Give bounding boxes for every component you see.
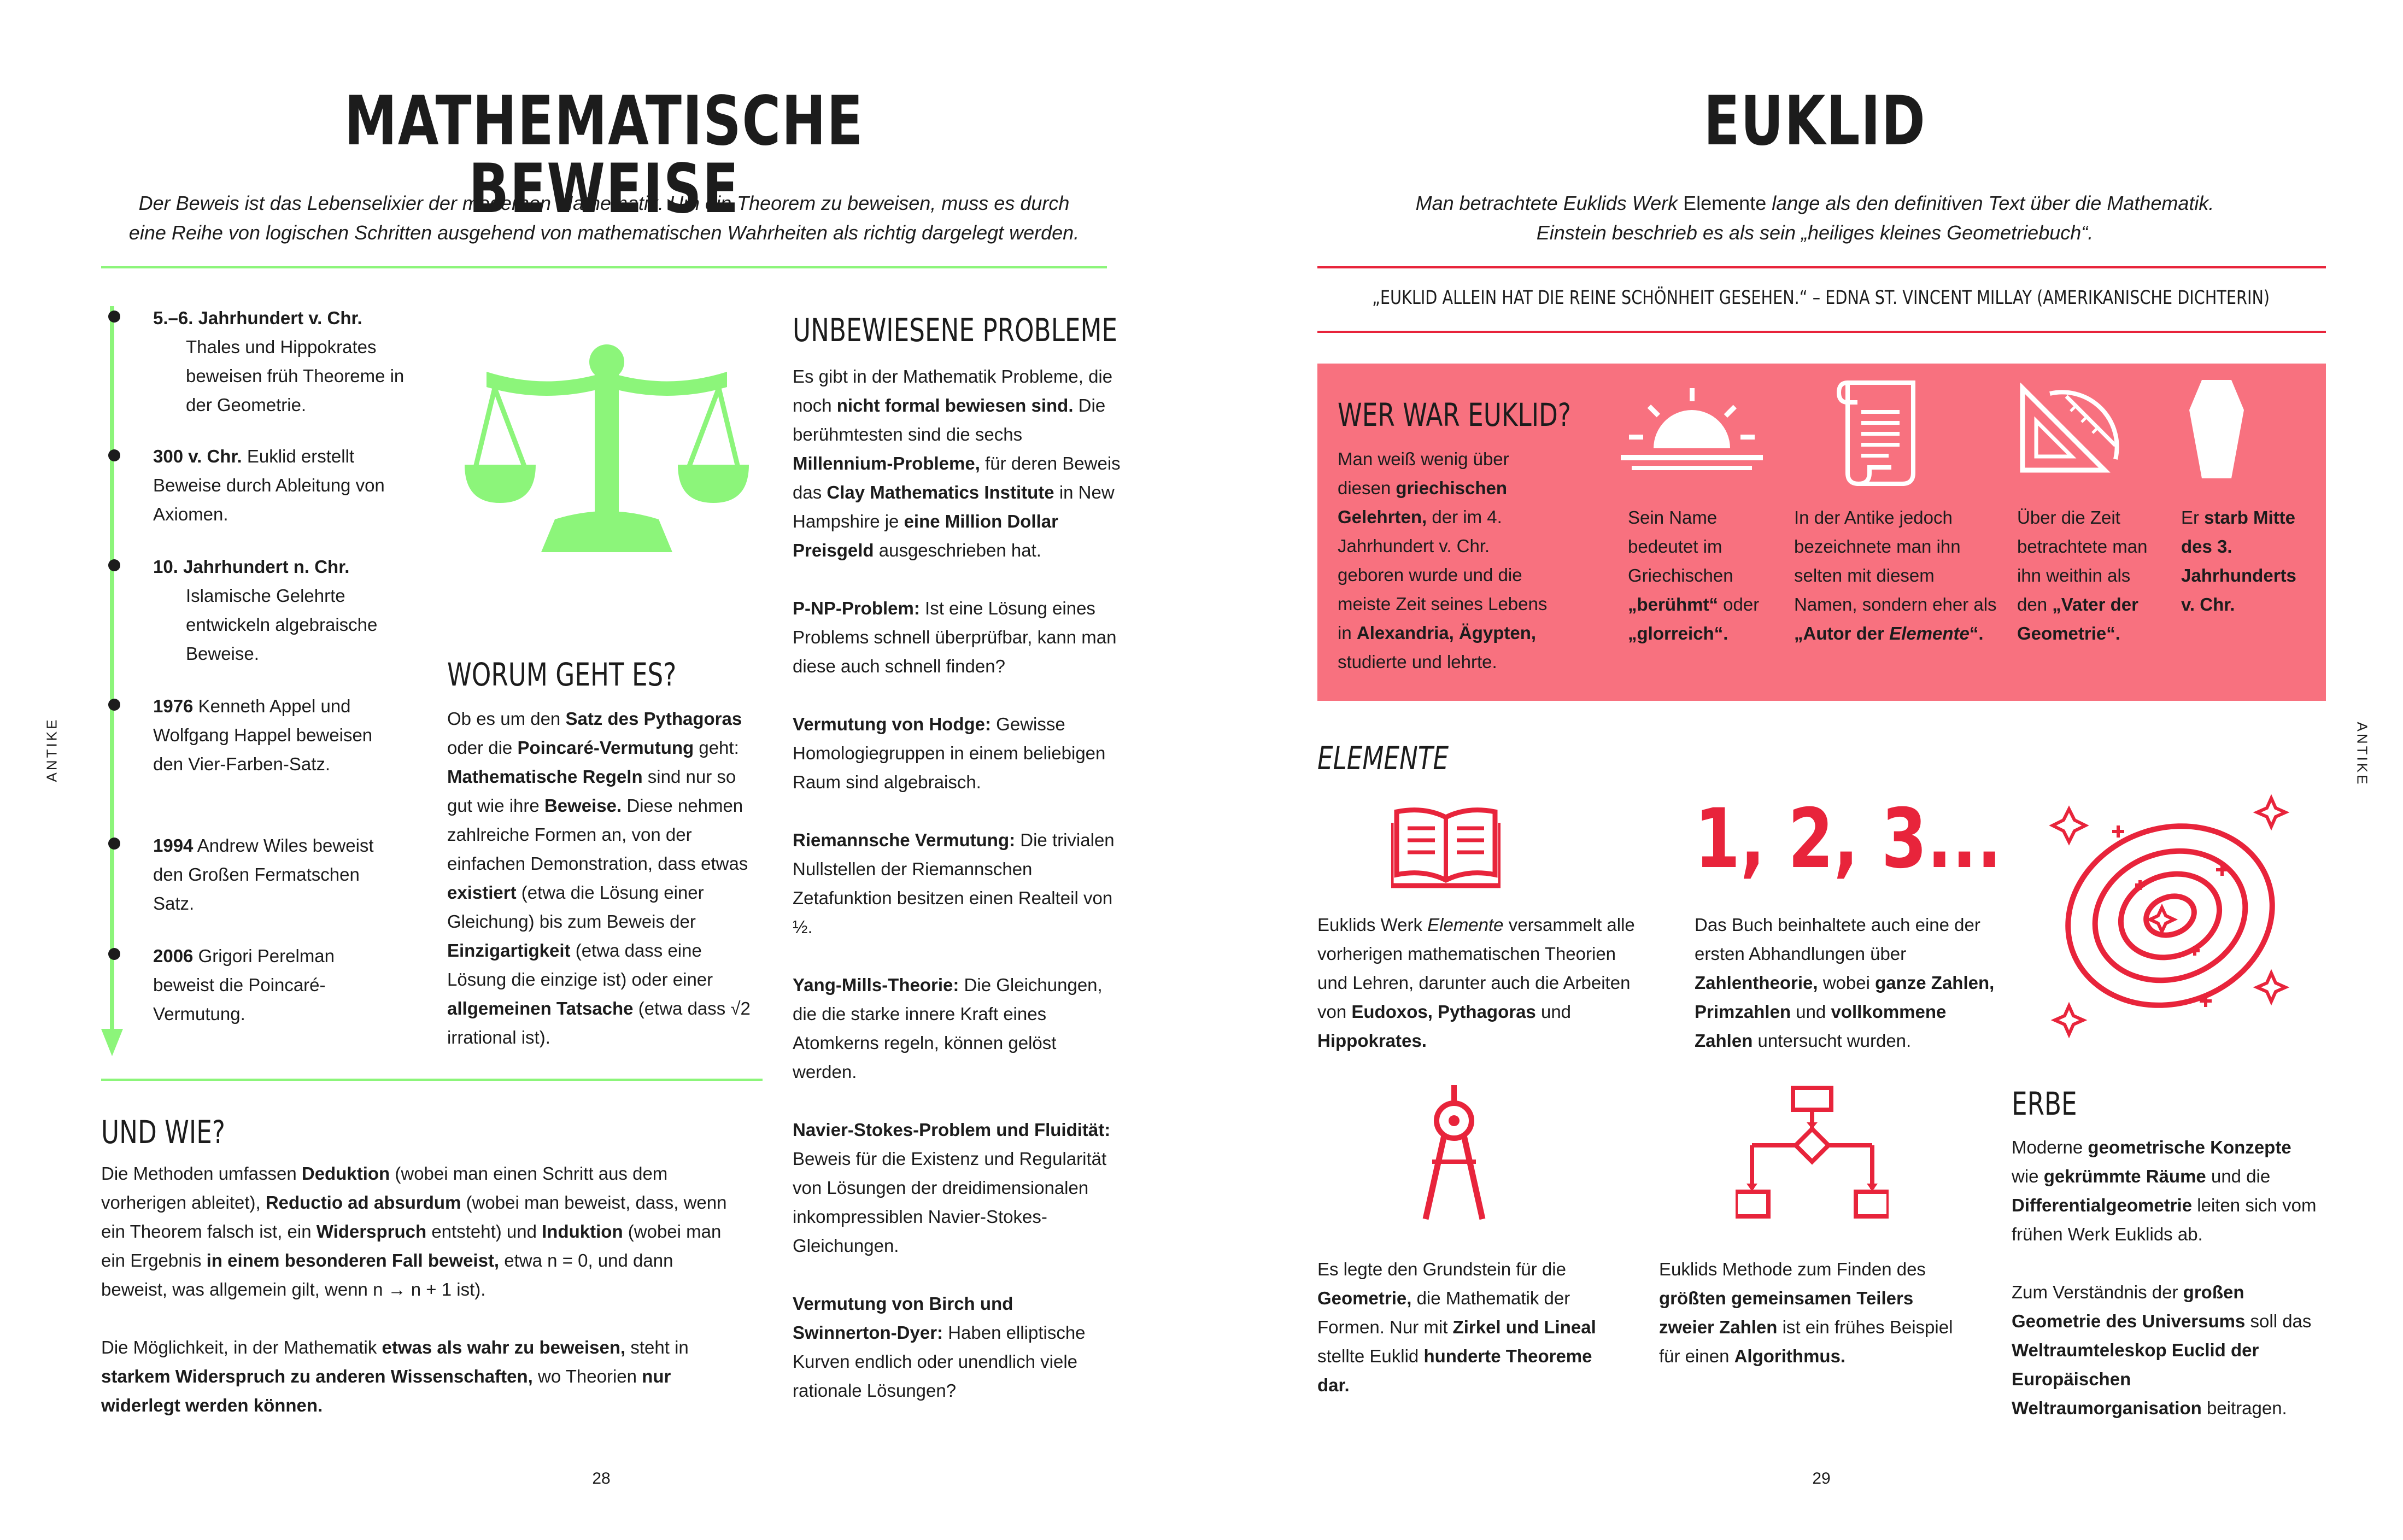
right-page-number: 29 — [1812, 1469, 1831, 1488]
right-intro-line-2: Einstein beschrieb es als sein „heiliges kleines Geometriebuch“. — [1536, 221, 2094, 244]
right-intro — [1323, 189, 2307, 248]
timeline-text: Euklid erstellt Beweise durch Ableitung von Axiomen. — [153, 446, 385, 524]
compass-icon — [1421, 1085, 1487, 1222]
timeline-date: 5.–6. Jahrhundert v. Chr. — [153, 308, 362, 328]
open-book-icon — [1391, 806, 1501, 888]
unbewiesen-heading: UNBEWIESENE PROBLEME — [793, 312, 1118, 349]
elemente-text-4: Euklids Methode zum Finden des größten gemeinsamen Teilers zweier Zahlen ist ein frühes Beispiel für einen Algorithmus. — [1659, 1259, 1953, 1366]
worum-text: Ob es um den Satz des Pythagoras oder die Poincaré-Vermutung geht: Mathematische Regeln sind nur so gut wie ihre Beweise. Diese nehmen zahlreiche Formen an, von der einfachen Demonstration, dass etwas existiert (etwa die Lösung einer Gleichung) bis zum Beweis der Einzigartigkeit (etwa dass eine Lösung die einzige ist) oder einer allgemeinen Tatsache (etwa dass √2 irrational ist). — [447, 708, 751, 1047]
erbe-heading: ERBE — [2012, 1085, 2077, 1122]
wer-col-4: Über die Zeit betrachtete man ihn weithin als den „Vater der Geometrie“. — [2017, 507, 2148, 643]
timeline-text: Andrew Wiles beweist den Großen Fermatschen Satz. — [153, 835, 374, 914]
timeline-text: Thales und Hippokrates beweisen früh Theoreme in der Geometrie. — [186, 337, 405, 415]
left-page-title: MATHEMATISCHE BEWEISE — [344, 82, 864, 229]
coffin-icon — [2187, 377, 2247, 481]
euklid-quote: „EUKLID ALLEIN HAT DIE REINE SCHÖNHEIT GESEHEN.“ – EDNA ST. VINCENT MILLAY (AMERIKANISCHE DICHTERIN) — [1372, 287, 2270, 309]
right-side-label: ANTIKE — [2354, 722, 2371, 787]
problem-item: P-NP-Problem: Ist eine Lösung eines Problems schnell überprüfbar, kann man diese auch schnell finden? — [793, 598, 1117, 676]
timeline-date: 1976 — [153, 696, 194, 716]
left-side-label: ANTIKE — [43, 717, 60, 782]
timeline-text: Kenneth Appel und Wolfgang Happel beweisen den Vier-Farben-Satz. — [153, 696, 373, 774]
timeline-arrow — [98, 306, 126, 1061]
timeline-entry — [153, 831, 383, 918]
wer-col-3: In der Antike jedoch bezeichnete man ihn selten mit diesem Namen, sondern eher als „Autor der Elemente“. — [1794, 507, 1997, 643]
right-page-title: EUKLID — [1703, 82, 1926, 161]
wer-col-2: Sein Name bedeutet im Griechischen „berühmt“ oder „glorreich“. — [1628, 507, 1760, 643]
erbe-paragraph-1: Moderne geometrische Konzepte wie gekrümmte Räume und die Differentialgeometrie leiten sich vom frühen Werk Euklids ab. — [2012, 1137, 2317, 1244]
scroll-icon — [1837, 377, 1924, 487]
left-intro — [71, 189, 1137, 248]
set-square-icon — [2017, 383, 2121, 476]
problem-item: Vermutung von Birch und Swinnerton-Dyer: Haben elliptische Kurven endlich oder unendlich viele rationale Lösungen? — [793, 1293, 1086, 1401]
timeline-dot — [108, 699, 120, 711]
erbe-text — [2012, 1133, 2318, 1451]
quote-rule — [1317, 331, 2326, 333]
und-wie-text — [101, 1159, 730, 1449]
left-intro-rule — [101, 266, 1107, 268]
timeline-date: 1994 — [153, 835, 194, 856]
wer-war-euklid-heading: WER WAR EUKLID? — [1338, 396, 1571, 434]
timeline-entry — [153, 692, 394, 778]
timeline-entry — [153, 941, 394, 1028]
galaxy-spiral-icon — [2047, 787, 2293, 1039]
left-page-number: 28 — [592, 1469, 611, 1488]
und-wie-heading: UND WIE? — [101, 1114, 225, 1151]
big-numbers: 1, 2, 3... — [1695, 792, 2002, 887]
left-intro-line-1: Der Beweis ist das Lebenselixier der modernen Mathematik. Um ein Theorem zu beweisen, muss es durch — [138, 192, 1070, 214]
timeline-dot — [108, 838, 120, 850]
timeline-dot — [108, 559, 120, 571]
timeline-dot — [108, 449, 120, 461]
right-intro-line-1: Man betrachtete Euklids Werk Elemente lange als den definitiven Text über die Mathematik. — [1415, 192, 2214, 214]
problem-item: Yang-Mills-Theorie: Die Gleichungen, die die starke innere Kraft eines Atomkerns regeln, können gelöst werden. — [793, 975, 1103, 1082]
und-wie-paragraph-1: Die Methoden umfassen Deduktion (wobei man einen Schritt aus dem vorherigen ableitet), Reductio ad absurdum (wobei man beweist, dass, wenn ein Theorem falsch ist, ein Widerspruch entsteht) und Induktion (wobei man ein Ergebnis in einem besonderen Fall beweist, etwa n = 0, und dann beweist, was allgemein gilt, wenn n → n + 1 ist). — [101, 1163, 727, 1299]
timeline-dot — [108, 948, 120, 960]
sunrise-icon — [1621, 388, 1763, 470]
right-intro-rule — [1317, 266, 2326, 268]
problem-item: Vermutung von Hodge: Gewisse Homologiegruppen in einem beliebigen Raum sind algebraisch. — [793, 714, 1106, 792]
timeline-date: 300 v. Chr. — [153, 446, 242, 466]
wer-col-5: Er starb Mitte des 3. Jahrhunderts v. Chr. — [2181, 507, 2296, 614]
worum-heading: WORUM GEHT ES? — [447, 656, 677, 693]
timeline-entry — [153, 442, 410, 529]
timeline-dot — [108, 311, 120, 323]
timeline-date: 10. Jahrhundert n. Chr. — [153, 557, 350, 577]
elemente-text-3: Es legte den Grundstein für die Geometrie, die Mathematik der Formen. Nur mit Zirkel und Lineal stellte Euklid hunderte Theoreme dar. — [1317, 1259, 1596, 1395]
problem-item: Riemannsche Vermutung: Die trivialen Nullstellen der Riemannschen Zetafunktion besitzen einen Realteil von ½. — [793, 830, 1115, 937]
timeline-text: Grigori Perelman beweist die Poincaré-Vermutung. — [153, 946, 335, 1024]
elemente-heading: ELEMENTE — [1317, 740, 1449, 777]
wer-col-1: Man weiß wenig über diesen griechischen Gelehrten, der im 4. Jahrhundert v. Chr. geboren wurde und die meiste Zeit seines Lebens in Alexandria, Ägypten, studierte und lehrte. — [1338, 449, 1548, 672]
flowchart-icon — [1736, 1085, 1889, 1222]
timeline-date: 2006 — [153, 946, 194, 966]
unbewiesen-intro: Es gibt in der Mathematik Probleme, die noch nicht formal bewiesen sind. Die berühmtesten sind die sechs Millennium-Probleme, für deren Beweis das Clay Mathematics Institute in New Hampshire je eine Million Dollar Preisgeld ausgeschrieben hat. — [793, 366, 1121, 560]
erbe-paragraph-2: Zum Verständnis der großen Geometrie des Universums soll das Weltraumteleskop Euclid der Europäischen Weltraumorganisation beitragen. — [2012, 1282, 2312, 1418]
und-wie-paragraph-2: Die Möglichkeit, in der Mathematik etwas als wahr zu beweisen, steht in starkem Widerspruch zu anderen Wissenschaften, wo Theorien nur widerlegt werden können. — [101, 1337, 689, 1415]
left-intro-line-2: eine Reihe von logischen Schritten ausgehend von mathematischen Wahrheiten als richtig dargelegt werden. — [128, 221, 1080, 244]
problem-item: Navier-Stokes-Problem und Fluidität: Beweis für die Existenz und Regularität von Lösungen der dreidimensionalen inkompressiblen Navier-Stokes-Gleichungen. — [793, 1120, 1111, 1256]
balance-scale-icon — [465, 339, 749, 569]
unbewiesen-text — [793, 362, 1121, 1434]
elemente-text-1: Euklids Werk Elemente versammelt alle vorherigen mathematischen Theorien und Lehren, darunter auch die Arbeiten von Eudoxos, Pythagoras und Hippokrates. — [1317, 915, 1635, 1051]
und-wie-rule — [101, 1079, 763, 1081]
timeline-text: Islamische Gelehrte entwickeln algebraische Beweise. — [186, 585, 378, 664]
elemente-text-2: Das Buch beinhaltete auch eine der ersten Abhandlungen über Zahlentheorie, wobei ganze Zahlen, Primzahlen und vollkommene Zahlen untersucht wurden. — [1695, 915, 1995, 1051]
timeline-entry — [153, 303, 405, 419]
timeline-entry — [153, 552, 405, 668]
